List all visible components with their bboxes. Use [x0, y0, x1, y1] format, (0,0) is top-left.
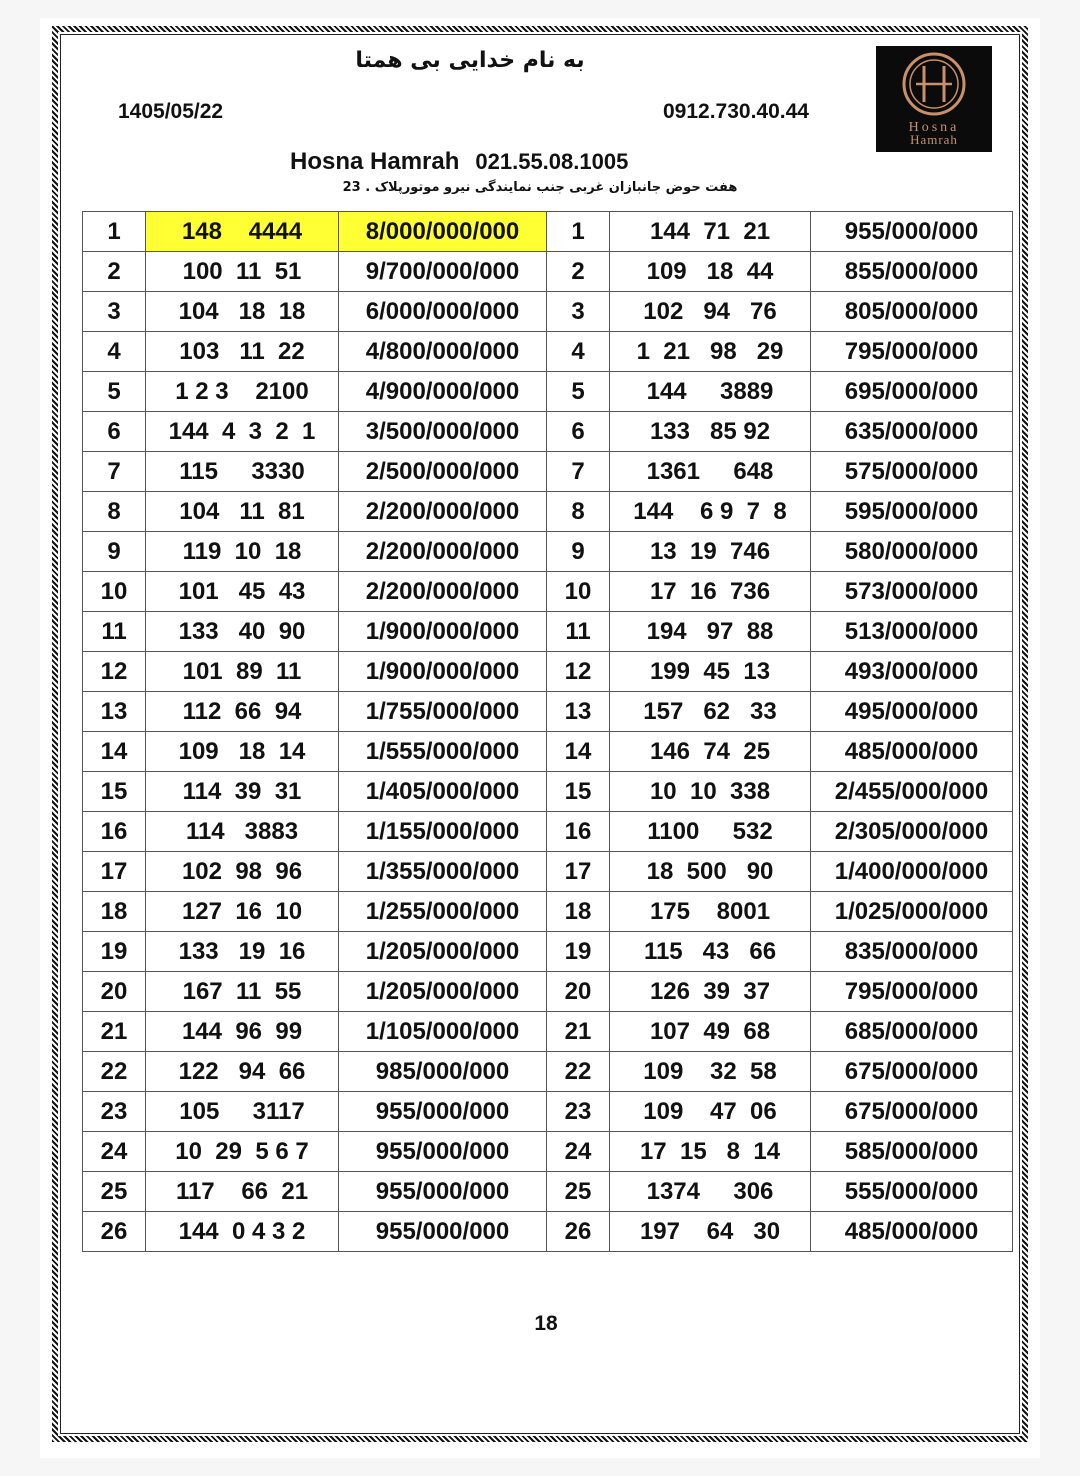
table-row	[83, 1052, 1013, 1092]
row-index-left: 24	[83, 1132, 146, 1172]
price-right: 555/000/000	[811, 1172, 1013, 1212]
row-index-left: 13	[83, 692, 146, 732]
number-right: 17 16 736	[610, 572, 811, 612]
price-table-body	[83, 212, 1013, 1252]
price-right: 580/000/000	[811, 532, 1013, 572]
row-index-right: 11	[547, 612, 610, 652]
price-right: 635/000/000	[811, 412, 1013, 452]
price-left: 8/000/000/000	[339, 212, 547, 252]
table-row	[83, 452, 1013, 492]
price-left: 985/000/000	[339, 1052, 547, 1092]
price-left: 9/700/000/000	[339, 252, 547, 292]
table-row	[83, 1092, 1013, 1132]
number-left: 127 16 10	[146, 892, 339, 932]
price-right: 513/000/000	[811, 612, 1013, 652]
number-left: 144 96 99	[146, 1012, 339, 1052]
logo-text-line1: Hosna	[908, 120, 960, 135]
row-index-left: 17	[83, 852, 146, 892]
price-right: 2/455/000/000	[811, 772, 1013, 812]
table-row	[83, 252, 1013, 292]
table-row	[83, 812, 1013, 852]
number-left: 148 4444	[146, 212, 339, 252]
brand-line	[290, 148, 628, 176]
number-left: 112 66 94	[146, 692, 339, 732]
number-left: 167 11 55	[146, 972, 339, 1012]
price-right: 795/000/000	[811, 332, 1013, 372]
row-index-left: 1	[83, 212, 146, 252]
price-left: 1/355/000/000	[339, 852, 547, 892]
price-left: 1/255/000/000	[339, 892, 547, 932]
row-index-left: 25	[83, 1172, 146, 1212]
price-right: 835/000/000	[811, 932, 1013, 972]
number-left: 114 3883	[146, 812, 339, 852]
phone-number: 0912.730.40.44	[663, 100, 809, 123]
price-left: 1/900/000/000	[339, 652, 547, 692]
price-left: 955/000/000	[339, 1132, 547, 1172]
number-left: 102 98 96	[146, 852, 339, 892]
row-index-right: 10	[547, 572, 610, 612]
row-index-right: 22	[547, 1052, 610, 1092]
price-left: 1/900/000/000	[339, 612, 547, 652]
row-index-right: 25	[547, 1172, 610, 1212]
price-left: 1/205/000/000	[339, 972, 547, 1012]
table-row	[83, 532, 1013, 572]
date-label: 1405/05/22	[118, 100, 224, 123]
number-right: 109 18 44	[610, 252, 811, 292]
row-index-left: 7	[83, 452, 146, 492]
price-right: 855/000/000	[811, 252, 1013, 292]
row-index-right: 9	[547, 532, 610, 572]
number-right: 197 64 30	[610, 1212, 811, 1252]
price-right: 1/025/000/000	[811, 892, 1013, 932]
number-right: 109 47 06	[610, 1092, 811, 1132]
table-row	[83, 372, 1013, 412]
price-right: 675/000/000	[811, 1052, 1013, 1092]
price-left: 2/200/000/000	[339, 492, 547, 532]
price-right: 1/400/000/000	[811, 852, 1013, 892]
table-row	[83, 932, 1013, 972]
number-right: 194 97 88	[610, 612, 811, 652]
price-right: 675/000/000	[811, 1092, 1013, 1132]
number-right: 102 94 76	[610, 292, 811, 332]
row-index-right: 15	[547, 772, 610, 812]
row-index-left: 21	[83, 1012, 146, 1052]
row-index-left: 10	[83, 572, 146, 612]
row-index-left: 20	[83, 972, 146, 1012]
number-right: 1361 648	[610, 452, 811, 492]
row-index-left: 11	[83, 612, 146, 652]
row-index-right: 19	[547, 932, 610, 972]
price-right: 485/000/000	[811, 732, 1013, 772]
row-index-right: 23	[547, 1092, 610, 1132]
price-left: 1/555/000/000	[339, 732, 547, 772]
price-right: 795/000/000	[811, 972, 1013, 1012]
row-index-left: 22	[83, 1052, 146, 1092]
row-index-right: 26	[547, 1212, 610, 1252]
price-table	[82, 211, 1013, 1252]
row-index-right: 3	[547, 292, 610, 332]
table-row	[83, 412, 1013, 452]
table-row	[83, 212, 1013, 252]
price-right: 595/000/000	[811, 492, 1013, 532]
number-right: 109 32 58	[610, 1052, 811, 1092]
number-right: 1 21 98 29	[610, 332, 811, 372]
table-row	[83, 1172, 1013, 1212]
price-right: 495/000/000	[811, 692, 1013, 732]
table-row	[83, 332, 1013, 372]
page-number: 18	[534, 1312, 558, 1335]
price-left: 1/105/000/000	[339, 1012, 547, 1052]
price-right: 575/000/000	[811, 452, 1013, 492]
number-left: 133 40 90	[146, 612, 339, 652]
price-right: 685/000/000	[811, 1012, 1013, 1052]
row-index-right: 18	[547, 892, 610, 932]
price-left: 4/800/000/000	[339, 332, 547, 372]
price-left: 6/000/000/000	[339, 292, 547, 332]
number-left: 103 11 22	[146, 332, 339, 372]
price-left: 2/200/000/000	[339, 532, 547, 572]
address-line: هفت حوض جانبازان غربی جنب نمایندگی نیرو موتورپلاک . 23	[342, 180, 738, 195]
row-index-left: 26	[83, 1212, 146, 1252]
number-right: 133 85 92	[610, 412, 811, 452]
price-left: 2/200/000/000	[339, 572, 547, 612]
number-right: 10 10 338	[610, 772, 811, 812]
row-index-left: 4	[83, 332, 146, 372]
logo-text-line2: Hamrah	[910, 132, 958, 147]
row-index-right: 5	[547, 372, 610, 412]
row-index-right: 6	[547, 412, 610, 452]
price-left: 1/155/000/000	[339, 812, 547, 852]
row-index-right: 20	[547, 972, 610, 1012]
number-right: 199 45 13	[610, 652, 811, 692]
brand-name: Hosna Hamrah	[290, 148, 460, 175]
row-index-right: 17	[547, 852, 610, 892]
price-right: 2/305/000/000	[811, 812, 1013, 852]
row-index-right: 13	[547, 692, 610, 732]
row-index-right: 1	[547, 212, 610, 252]
number-left: 117 66 21	[146, 1172, 339, 1212]
row-index-left: 16	[83, 812, 146, 852]
number-right: 175 8001	[610, 892, 811, 932]
number-right: 126 39 37	[610, 972, 811, 1012]
row-index-left: 18	[83, 892, 146, 932]
number-right: 1100 532	[610, 812, 811, 852]
table-row	[83, 572, 1013, 612]
price-left: 2/500/000/000	[339, 452, 547, 492]
number-left: 133 19 16	[146, 932, 339, 972]
price-right: 485/000/000	[811, 1212, 1013, 1252]
number-left: 119 10 18	[146, 532, 339, 572]
row-index-left: 8	[83, 492, 146, 532]
number-right: 1374 306	[610, 1172, 811, 1212]
table-row	[83, 972, 1013, 1012]
number-left: 10 29 5 6 7	[146, 1132, 339, 1172]
number-left: 101 45 43	[146, 572, 339, 612]
number-left: 100 11 51	[146, 252, 339, 292]
table-row	[83, 892, 1013, 932]
brand-telephone: 021.55.08.1005	[475, 149, 629, 174]
price-left: 955/000/000	[339, 1092, 547, 1132]
price-left: 4/900/000/000	[339, 372, 547, 412]
row-index-right: 4	[547, 332, 610, 372]
row-index-left: 23	[83, 1092, 146, 1132]
number-right: 144 71 21	[610, 212, 811, 252]
price-left: 1/755/000/000	[339, 692, 547, 732]
table-row	[83, 292, 1013, 332]
number-left: 109 18 14	[146, 732, 339, 772]
number-right: 144 3889	[610, 372, 811, 412]
number-left: 104 11 81	[146, 492, 339, 532]
row-index-right: 2	[547, 252, 610, 292]
row-index-left: 2	[83, 252, 146, 292]
row-index-left: 5	[83, 372, 146, 412]
number-right: 107 49 68	[610, 1012, 811, 1052]
number-left: 114 39 31	[146, 772, 339, 812]
row-index-left: 14	[83, 732, 146, 772]
price-left: 1/405/000/000	[339, 772, 547, 812]
table-row	[83, 612, 1013, 652]
number-left: 105 3117	[146, 1092, 339, 1132]
price-right: 805/000/000	[811, 292, 1013, 332]
price-right: 585/000/000	[811, 1132, 1013, 1172]
number-right: 146 74 25	[610, 732, 811, 772]
table-row	[83, 772, 1013, 812]
table-row	[83, 1012, 1013, 1052]
number-left: 1 2 3 2100	[146, 372, 339, 412]
row-index-left: 15	[83, 772, 146, 812]
number-left: 122 94 66	[146, 1052, 339, 1092]
row-index-right: 24	[547, 1132, 610, 1172]
row-index-right: 8	[547, 492, 610, 532]
number-left: 104 18 18	[146, 292, 339, 332]
price-left: 955/000/000	[339, 1172, 547, 1212]
table-row	[83, 652, 1013, 692]
price-left: 955/000/000	[339, 1212, 547, 1252]
number-left: 144 0 4 3 2	[146, 1212, 339, 1252]
number-right: 18 500 90	[610, 852, 811, 892]
number-right: 157 62 33	[610, 692, 811, 732]
price-right: 573/000/000	[811, 572, 1013, 612]
row-index-right: 21	[547, 1012, 610, 1052]
page-title: به نام خدایی بی همتا	[355, 48, 585, 73]
number-left: 101 89 11	[146, 652, 339, 692]
table-row	[83, 692, 1013, 732]
row-index-left: 3	[83, 292, 146, 332]
row-index-left: 12	[83, 652, 146, 692]
table-row	[83, 852, 1013, 892]
brand-logo	[876, 46, 992, 152]
price-right: 493/000/000	[811, 652, 1013, 692]
number-left: 144 4 3 2 1	[146, 412, 339, 452]
number-right: 17 15 8 14	[610, 1132, 811, 1172]
row-index-left: 9	[83, 532, 146, 572]
row-index-right: 14	[547, 732, 610, 772]
table-row	[83, 1132, 1013, 1172]
row-index-right: 12	[547, 652, 610, 692]
price-right: 955/000/000	[811, 212, 1013, 252]
number-right: 13 19 746	[610, 532, 811, 572]
number-left: 115 3330	[146, 452, 339, 492]
row-index-left: 6	[83, 412, 146, 452]
row-index-right: 16	[547, 812, 610, 852]
price-left: 1/205/000/000	[339, 932, 547, 972]
table-row	[83, 1212, 1013, 1252]
number-right: 144 6 9 7 8	[610, 492, 811, 532]
number-right: 115 43 66	[610, 932, 811, 972]
price-right: 695/000/000	[811, 372, 1013, 412]
table-row	[83, 732, 1013, 772]
table-row	[83, 492, 1013, 532]
row-index-right: 7	[547, 452, 610, 492]
price-left: 3/500/000/000	[339, 412, 547, 452]
row-index-left: 19	[83, 932, 146, 972]
